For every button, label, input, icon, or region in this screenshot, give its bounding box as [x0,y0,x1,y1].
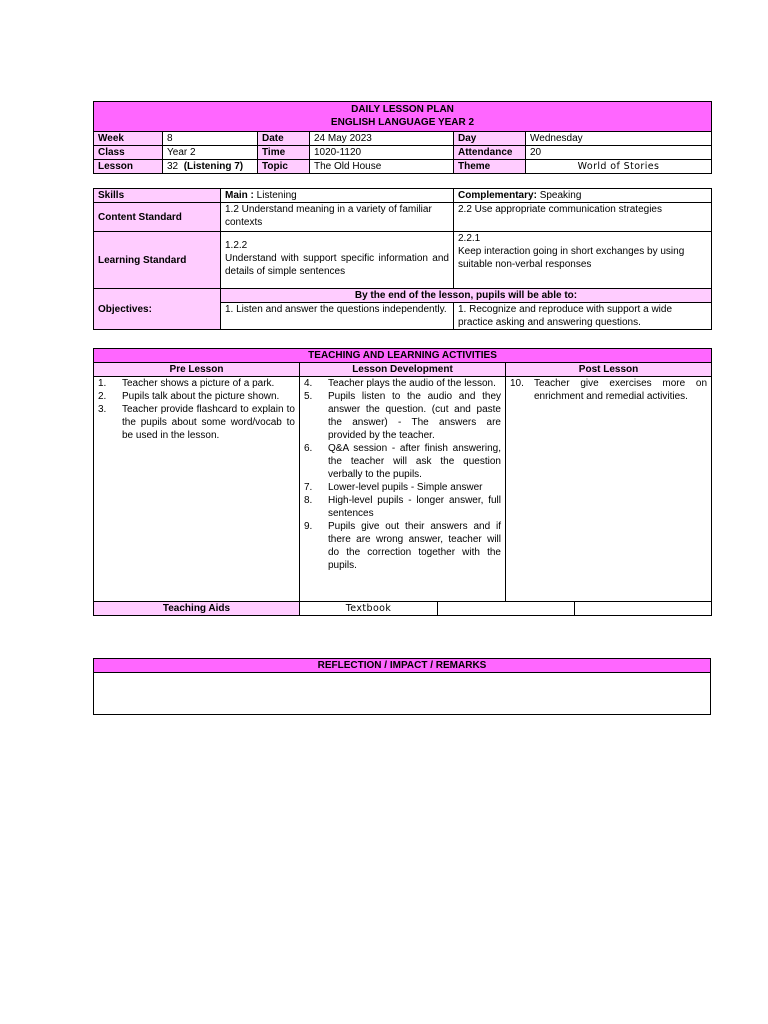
lesson-development-list [304,377,501,572]
list-item-number: 1. [98,378,107,389]
list-item-text: High-level pupils - longer answer, full sentences [328,495,501,519]
info-table [93,101,712,174]
main-skill-label: Main : [225,190,254,201]
date-label: Date [258,132,310,146]
list-item [304,520,501,572]
comp-skill-value: Speaking [539,190,582,201]
lesson-number: 32 [167,161,179,172]
list-item-number: 5. [304,391,313,402]
reflection-body [94,673,711,715]
header-subtitle: ENGLISH LANGUAGE YEAR 2 [330,117,475,128]
list-item [304,390,501,442]
learning-standard-main [221,232,454,289]
lesson-plan-header [94,102,712,132]
lesson-development-header: Lesson Development [300,363,506,377]
attendance-label: Attendance [454,146,526,160]
list-item [98,377,295,390]
teaching-aids-label: Teaching Aids [94,602,300,616]
list-item-text: Pupils give out their answers and if there are wrong answer, teacher will do the correction together with the pupils. [328,521,501,571]
date-value: 24 May 2023 [310,132,454,146]
theme-value: World of Stories [526,160,712,174]
list-item-text: Pupils listen to the audio and they answer the question. (cut and paste the answer) - The answers are provided by the teacher. [328,391,501,441]
learning-main-code: 1.2.2 [225,240,248,251]
list-item-number: 9. [304,521,313,532]
comp-skill-label: Complementary: [458,190,537,201]
list-item [510,377,707,403]
post-lesson-header: Post Lesson [506,363,712,377]
list-item [98,390,295,403]
lesson-label: Lesson [94,160,163,174]
list-item-text: Q&A session - after finish answering, the teacher will ask the question verbally to the pupils. [328,443,501,480]
learning-main-text: Understand with support specific information and details of simple sentences [225,253,449,277]
learning-standard-comp [454,232,712,289]
reflection-table [93,658,711,715]
main-skill [221,189,454,203]
list-item-number: 7. [304,482,313,493]
list-item-text: Lower-level pupils - Simple answer [328,482,483,493]
time-value: 1020-1120 [310,146,454,160]
list-item-text: Teacher provide flashcard to explain to the pupils about some word/vocab to be used in the lesson. [122,404,295,441]
class-label: Class [94,146,163,160]
list-item-text: Teacher plays the audio of the lesson. [328,378,496,389]
list-item-number: 10. [510,378,524,389]
objectives-intro: By the end of the lesson, pupils will be able to: [221,289,712,303]
lesson-development-cell [300,377,506,602]
objective-main: 1. Listen and answer the questions independently. [221,303,454,330]
week-value: 8 [163,132,258,146]
reflection-title: REFLECTION / IMPACT / REMARKS [94,659,711,673]
activities-title: TEACHING AND LEARNING ACTIVITIES [94,349,712,363]
post-lesson-cell [506,377,712,602]
comp-skill [454,189,712,203]
list-item-text: Pupils talk about the picture shown. [122,391,280,402]
class-value: Year 2 [163,146,258,160]
content-standard-comp: 2.2 Use appropriate communication strategies [454,203,712,232]
skills-label: Skills [94,189,221,203]
learning-comp-code: 2.2.1 [458,233,481,244]
list-item [304,377,501,390]
list-item-text: Teacher shows a picture of a park. [122,378,275,389]
lesson-value [163,160,258,174]
list-item [304,442,501,481]
header-title: DAILY LESSON PLAN [351,104,454,115]
topic-label: Topic [258,160,310,174]
teaching-aids-empty-2 [575,602,712,616]
list-item [304,481,501,494]
list-item-number: 8. [304,495,313,506]
attendance-value: 20 [526,146,712,160]
list-item-text: Teacher give exercises more on enrichment and remedial activities. [534,378,708,402]
standards-table [93,188,712,330]
pre-lesson-list [98,377,295,442]
objectives-label: Objectives: [94,289,221,330]
learning-standard-label: Learning Standard [94,232,221,289]
teaching-aids-empty-1 [438,602,575,616]
lesson-name: (Listening 7) [183,161,244,172]
post-lesson-list [510,377,707,403]
content-standard-main: 1.2 Understand meaning in a variety of familiar contexts [221,203,454,232]
theme-label: Theme [454,160,526,174]
time-label: Time [258,146,310,160]
activities-table [93,348,712,616]
list-item-number: 6. [304,443,313,454]
day-label: Day [454,132,526,146]
topic-value: The Old House [310,160,454,174]
day-value: Wednesday [526,132,712,146]
pre-lesson-cell [94,377,300,602]
list-item [304,494,501,520]
pre-lesson-header: Pre Lesson [94,363,300,377]
learning-comp-text: Keep interaction going in short exchanges by using suitable non-verbal responses [458,246,685,270]
list-item-number: 4. [304,378,313,389]
objective-comp: 1. Recognize and reproduce with support a wide practice asking and answering questions. [454,303,712,330]
week-label: Week [94,132,163,146]
teaching-aids-value: Textbook [300,602,438,616]
list-item-number: 3. [98,404,107,415]
content-standard-label: Content Standard [94,203,221,232]
list-item-number: 2. [98,391,107,402]
list-item [98,403,295,442]
main-skill-value: Listening [256,190,297,201]
